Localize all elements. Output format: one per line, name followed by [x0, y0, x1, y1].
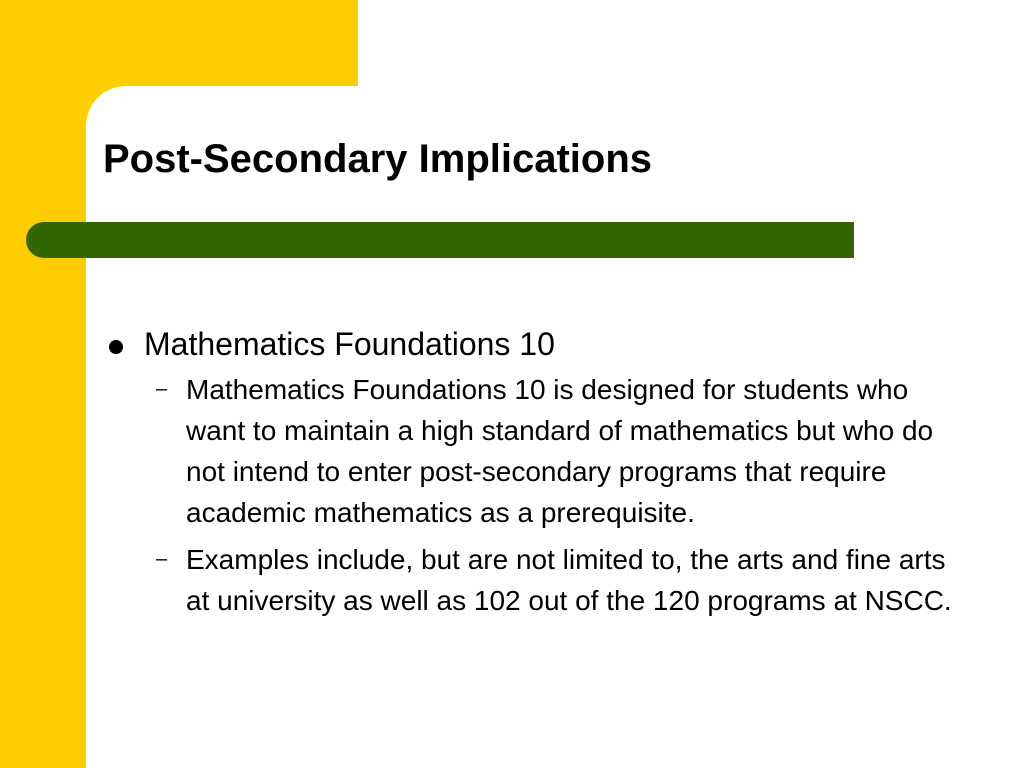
green-divider-bar: [26, 222, 854, 258]
sub-bullet-item: [103, 539, 983, 621]
bullet-dot-icon: [109, 340, 123, 354]
sub-bullet-item: [103, 369, 983, 533]
sub-bullet-text: Examples include, but are not limited to, the arts and fine arts at university as well as 102 out of the 120 programs at NSCC.: [186, 544, 952, 616]
slide-content: [103, 322, 983, 627]
bullet-text: Mathematics Foundations 10: [144, 326, 555, 362]
bullet-item: [103, 322, 983, 366]
yellow-side-band: [0, 0, 86, 768]
dash-icon: –: [156, 378, 168, 400]
sub-bullet-text: Mathematics Foundations 10 is designed for students who want to maintain a high standard of mathematics but who do not intend to enter post-secondary programs that require academic mathematics as a prerequisite.: [186, 374, 934, 528]
sub-bullet-list: [103, 369, 983, 621]
dash-icon: –: [156, 548, 168, 570]
slide-title: Post-Secondary Implications: [103, 137, 653, 181]
yellow-top-band: [0, 0, 358, 86]
